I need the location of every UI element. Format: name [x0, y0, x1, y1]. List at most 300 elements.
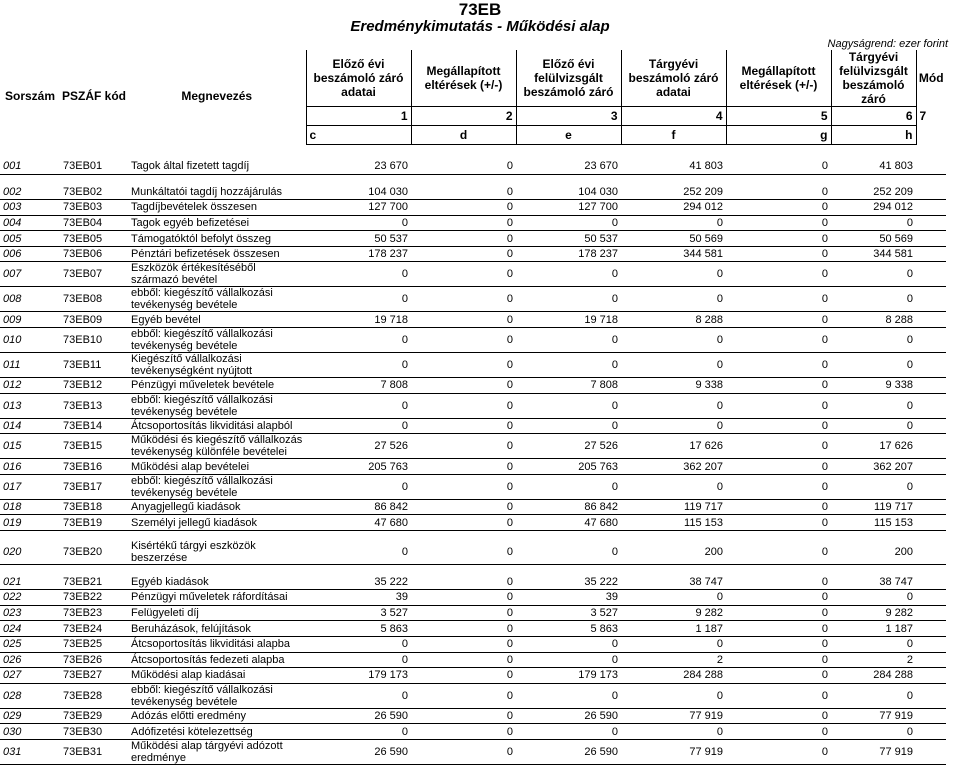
- table-row: [0, 434, 946, 459]
- row-value: 5 863: [516, 621, 621, 637]
- row-value: 0: [726, 328, 831, 353]
- row-value: 0: [516, 474, 621, 499]
- row-value: 0: [726, 708, 831, 724]
- row-code: 73EB22: [60, 590, 128, 606]
- table-row: [0, 515, 946, 531]
- row-name: Működési és kiegészítő vállalkozás tevékenység különféle bevételei: [128, 434, 306, 459]
- table-row: [0, 200, 946, 216]
- row-value: 0: [306, 215, 411, 231]
- row-value: 0: [516, 724, 621, 740]
- row-value: 0: [411, 499, 516, 515]
- col-letter: e: [516, 125, 621, 144]
- row-value: 200: [621, 540, 726, 565]
- row-value: 0: [411, 200, 516, 216]
- row-value: 0: [411, 474, 516, 499]
- row-value: 0: [411, 724, 516, 740]
- row-value: 0: [516, 353, 621, 378]
- row-name: Pénzügyi műveletek ráfordításai: [128, 590, 306, 606]
- row-number: 011: [0, 353, 60, 378]
- row-value: 0: [831, 474, 916, 499]
- row-name: Működési alap kiadásai: [128, 668, 306, 684]
- row-name: ebből: kiegészítő vállalkozási tevékenység bevétele: [128, 393, 306, 418]
- row-value: 35 222: [516, 574, 621, 590]
- row-value: 362 207: [621, 459, 726, 475]
- row-value: 0: [306, 418, 411, 434]
- row-value: 0: [726, 739, 831, 764]
- row-mod: [916, 605, 946, 621]
- row-value: 0: [411, 328, 516, 353]
- row-value: 0: [411, 246, 516, 262]
- row-name: Tagok által fizetett tagdíj: [128, 159, 306, 175]
- row-value: 5 863: [306, 621, 411, 637]
- row-value: 0: [516, 540, 621, 565]
- row-number: 026: [0, 652, 60, 668]
- row-code: 73EB04: [60, 215, 128, 231]
- col-letter: c: [306, 125, 411, 144]
- row-code: 73EB07: [60, 262, 128, 287]
- row-mod: [916, 328, 946, 353]
- row-number: 024: [0, 621, 60, 637]
- row-value: 0: [726, 231, 831, 247]
- row-number: 013: [0, 393, 60, 418]
- row-code: 73EB02: [60, 184, 128, 200]
- row-value: 0: [411, 683, 516, 708]
- row-code: 73EB12: [60, 378, 128, 394]
- row-mod: [916, 262, 946, 287]
- row-name: Kisértékű tárgyi eszközök beszerzése: [128, 540, 306, 565]
- row-value: 0: [306, 652, 411, 668]
- col-header-pszaf: PSZÁF kód: [62, 89, 127, 103]
- row-value: 0: [306, 540, 411, 565]
- table-row: [0, 636, 946, 652]
- row-value: 344 581: [831, 246, 916, 262]
- row-value: 0: [831, 418, 916, 434]
- row-mod: [916, 668, 946, 684]
- row-value: 0: [621, 474, 726, 499]
- row-number: 014: [0, 418, 60, 434]
- row-value: 0: [831, 636, 916, 652]
- row-name: Eszközök értékesítéséből származó bevétel: [128, 262, 306, 287]
- row-code: 73EB03: [60, 200, 128, 216]
- table-row: [0, 246, 946, 262]
- row-number: 010: [0, 328, 60, 353]
- row-value: 200: [831, 540, 916, 565]
- row-number: 016: [0, 459, 60, 475]
- row-value: 0: [831, 590, 916, 606]
- row-code: 73EB17: [60, 474, 128, 499]
- row-code: 73EB16: [60, 459, 128, 475]
- row-name: Anyagjellegű kiadások: [128, 499, 306, 515]
- row-value: 35 222: [306, 574, 411, 590]
- row-value: 0: [726, 246, 831, 262]
- col-header-c2: Megállapított eltérések (+/-): [411, 50, 516, 106]
- row-value: 0: [306, 636, 411, 652]
- row-mod: [916, 159, 946, 175]
- row-mod: [916, 200, 946, 216]
- row-value: 0: [516, 215, 621, 231]
- table-row: [0, 262, 946, 287]
- row-number: 022: [0, 590, 60, 606]
- table-row: [0, 378, 946, 394]
- row-value: 0: [726, 621, 831, 637]
- row-value: 0: [306, 683, 411, 708]
- table-row: [0, 605, 946, 621]
- row-value: 0: [411, 215, 516, 231]
- row-value: 9 282: [621, 605, 726, 621]
- row-mod: [916, 215, 946, 231]
- table-row: [0, 574, 946, 590]
- row-value: 0: [306, 474, 411, 499]
- row-value: 26 590: [516, 708, 621, 724]
- row-value: 50 569: [621, 231, 726, 247]
- row-value: 0: [831, 287, 916, 312]
- row-value: 0: [831, 262, 916, 287]
- row-value: 0: [726, 159, 831, 175]
- row-number: 006: [0, 246, 60, 262]
- col-letter: d: [411, 125, 516, 144]
- row-value: 115 153: [621, 515, 726, 531]
- row-value: 0: [726, 393, 831, 418]
- row-name: Átcsoportosítás likviditási alapba: [128, 636, 306, 652]
- table-row: [0, 393, 946, 418]
- row-value: 0: [726, 418, 831, 434]
- income-statement-table: [0, 50, 946, 765]
- row-value: 344 581: [621, 246, 726, 262]
- row-code: 73EB06: [60, 246, 128, 262]
- row-value: 0: [726, 434, 831, 459]
- row-code: 73EB21: [60, 574, 128, 590]
- row-value: 0: [306, 287, 411, 312]
- row-value: 0: [726, 184, 831, 200]
- row-value: 41 803: [621, 159, 726, 175]
- row-value: 0: [411, 652, 516, 668]
- row-mod: [916, 393, 946, 418]
- row-number: 020: [0, 540, 60, 565]
- table-row: [0, 353, 946, 378]
- row-code: 73EB31: [60, 739, 128, 764]
- row-mod: [916, 499, 946, 515]
- row-value: 0: [411, 393, 516, 418]
- row-number: 021: [0, 574, 60, 590]
- row-value: 38 747: [831, 574, 916, 590]
- row-mod: [916, 724, 946, 740]
- table-row: [0, 312, 946, 328]
- row-value: 2: [621, 652, 726, 668]
- row-value: 0: [306, 262, 411, 287]
- row-value: 0: [306, 724, 411, 740]
- row-value: 0: [726, 724, 831, 740]
- row-value: 0: [831, 724, 916, 740]
- row-code: 73EB29: [60, 708, 128, 724]
- row-value: 38 747: [621, 574, 726, 590]
- row-value: 0: [411, 378, 516, 394]
- row-name: Tagdíjbevételek összesen: [128, 200, 306, 216]
- row-value: 119 717: [621, 499, 726, 515]
- row-value: 77 919: [621, 708, 726, 724]
- row-mod: [916, 418, 946, 434]
- row-value: 284 288: [621, 668, 726, 684]
- row-number: 029: [0, 708, 60, 724]
- row-value: 0: [411, 312, 516, 328]
- row-value: 0: [411, 418, 516, 434]
- row-mod: [916, 231, 946, 247]
- row-number: 023: [0, 605, 60, 621]
- row-value: 27 526: [516, 434, 621, 459]
- row-value: 0: [411, 605, 516, 621]
- unit-note: Nagyságrend: ezer forint: [827, 38, 948, 50]
- row-name: Beruházások, felújítások: [128, 621, 306, 637]
- table-row: [0, 287, 946, 312]
- row-code: 73EB08: [60, 287, 128, 312]
- row-mod: [916, 683, 946, 708]
- row-value: 0: [411, 708, 516, 724]
- row-number: 001: [0, 159, 60, 175]
- row-value: 0: [516, 683, 621, 708]
- col-header-c6: Tárgyévi felülvizsgált beszámoló záró: [831, 50, 916, 106]
- row-value: 0: [411, 515, 516, 531]
- row-value: 3 527: [516, 605, 621, 621]
- row-value: 0: [726, 262, 831, 287]
- table-row: [0, 540, 946, 565]
- row-value: 0: [726, 215, 831, 231]
- table-row: [0, 474, 946, 499]
- row-value: 362 207: [831, 459, 916, 475]
- row-value: 0: [726, 353, 831, 378]
- row-value: 0: [726, 312, 831, 328]
- col-header-c3: Előző évi felülvizsgált beszámoló záró: [516, 50, 621, 106]
- row-value: 127 700: [306, 200, 411, 216]
- row-value: 0: [831, 393, 916, 418]
- row-name: ebből: kiegészítő vállalkozási tevékenység bevétele: [128, 474, 306, 499]
- row-value: 0: [621, 215, 726, 231]
- col-number: 2: [411, 106, 516, 125]
- col-header-megnevezes: Megnevezés: [181, 89, 253, 103]
- col-header-c4: Tárgyévi beszámoló záró adatai: [621, 50, 726, 106]
- row-value: 0: [516, 262, 621, 287]
- row-value: 205 763: [306, 459, 411, 475]
- row-value: 115 153: [831, 515, 916, 531]
- row-code: 73EB28: [60, 683, 128, 708]
- col-number: 3: [516, 106, 621, 125]
- row-number: 027: [0, 668, 60, 684]
- row-number: 004: [0, 215, 60, 231]
- row-value: 104 030: [306, 184, 411, 200]
- row-code: 73EB10: [60, 328, 128, 353]
- row-value: 77 919: [621, 739, 726, 764]
- table-row: [0, 215, 946, 231]
- row-value: 47 680: [306, 515, 411, 531]
- row-value: 0: [621, 683, 726, 708]
- row-value: 0: [411, 262, 516, 287]
- row-value: 0: [306, 393, 411, 418]
- row-value: 0: [621, 590, 726, 606]
- row-code: 73EB27: [60, 668, 128, 684]
- row-name: Kiegészítő vállalkozási tevékenységként nyújtott: [128, 353, 306, 378]
- row-value: 39: [516, 590, 621, 606]
- row-code: 73EB15: [60, 434, 128, 459]
- table-row: [0, 652, 946, 668]
- row-value: 17 626: [621, 434, 726, 459]
- row-value: 0: [411, 636, 516, 652]
- row-value: 0: [831, 215, 916, 231]
- row-name: Pénztári befizetések összesen: [128, 246, 306, 262]
- row-value: 252 209: [621, 184, 726, 200]
- row-mod: [916, 184, 946, 200]
- row-mod: [916, 515, 946, 531]
- row-value: 86 842: [306, 499, 411, 515]
- row-number: 007: [0, 262, 60, 287]
- row-value: 86 842: [516, 499, 621, 515]
- row-value: 0: [726, 574, 831, 590]
- row-value: 1 187: [831, 621, 916, 637]
- row-value: 0: [726, 668, 831, 684]
- col-number: 4: [621, 106, 726, 125]
- row-value: 47 680: [516, 515, 621, 531]
- row-value: 0: [726, 590, 831, 606]
- col-letter: h: [831, 125, 916, 144]
- row-value: 0: [411, 231, 516, 247]
- row-number: 015: [0, 434, 60, 459]
- page-title: 73EB: [458, 0, 502, 19]
- row-value: 2: [831, 652, 916, 668]
- row-value: 0: [516, 652, 621, 668]
- row-value: 252 209: [831, 184, 916, 200]
- row-value: 0: [726, 636, 831, 652]
- row-mod: [916, 621, 946, 637]
- table-row: [0, 159, 946, 175]
- row-name: Egyéb bevétel: [128, 312, 306, 328]
- row-value: 0: [516, 287, 621, 312]
- row-value: 0: [411, 159, 516, 175]
- row-value: 7 808: [306, 378, 411, 394]
- row-value: 0: [411, 621, 516, 637]
- row-value: 0: [726, 540, 831, 565]
- row-value: 294 012: [621, 200, 726, 216]
- col-letter: f: [621, 125, 726, 144]
- row-number: 009: [0, 312, 60, 328]
- row-value: 0: [726, 287, 831, 312]
- row-value: 178 237: [306, 246, 411, 262]
- page-subtitle: Eredménykimutatás - Működési alap: [350, 18, 610, 35]
- table-row: [0, 708, 946, 724]
- row-code: 73EB11: [60, 353, 128, 378]
- row-number: 002: [0, 184, 60, 200]
- row-value: 0: [306, 328, 411, 353]
- col-header-mod: Mód: [918, 71, 944, 85]
- row-value: 0: [516, 393, 621, 418]
- row-value: 0: [831, 353, 916, 378]
- table-row: [0, 459, 946, 475]
- row-value: 0: [411, 574, 516, 590]
- row-mod: [916, 574, 946, 590]
- row-value: 0: [621, 724, 726, 740]
- row-number: 025: [0, 636, 60, 652]
- row-value: 0: [306, 353, 411, 378]
- row-value: 26 590: [306, 708, 411, 724]
- row-value: 0: [621, 393, 726, 418]
- row-mod: [916, 739, 946, 764]
- row-value: 0: [411, 184, 516, 200]
- row-value: 9 282: [831, 605, 916, 621]
- row-value: 294 012: [831, 200, 916, 216]
- row-value: 77 919: [831, 708, 916, 724]
- row-value: 39: [306, 590, 411, 606]
- row-mod: [916, 540, 946, 565]
- row-number: 019: [0, 515, 60, 531]
- row-mod: [916, 636, 946, 652]
- table-row: [0, 621, 946, 637]
- col-number: 6: [831, 106, 916, 125]
- col-number: 1: [306, 106, 411, 125]
- row-value: 8 288: [831, 312, 916, 328]
- row-name: ebből: kiegészítő vállalkozási tevékenység bevétele: [128, 287, 306, 312]
- row-value: 9 338: [621, 378, 726, 394]
- row-value: 0: [621, 636, 726, 652]
- row-code: 73EB20: [60, 540, 128, 565]
- row-name: Átcsoportosítás fedezeti alapba: [128, 652, 306, 668]
- row-value: 0: [726, 474, 831, 499]
- row-mod: [916, 246, 946, 262]
- row-number: 008: [0, 287, 60, 312]
- row-value: 0: [411, 739, 516, 764]
- row-value: 0: [621, 328, 726, 353]
- row-value: 179 173: [516, 668, 621, 684]
- row-value: 26 590: [306, 739, 411, 764]
- row-name: Működési alap bevételei: [128, 459, 306, 475]
- row-value: 0: [411, 287, 516, 312]
- col-header-c1: Előző évi beszámoló záró adatai: [306, 50, 411, 106]
- table-row: [0, 499, 946, 515]
- row-value: 19 718: [516, 312, 621, 328]
- row-value: 0: [621, 262, 726, 287]
- row-value: 3 527: [306, 605, 411, 621]
- row-value: 23 670: [516, 159, 621, 175]
- row-name: Működési alap tárgyévi adózott eredménye: [128, 739, 306, 764]
- row-value: 0: [411, 540, 516, 565]
- row-number: 031: [0, 739, 60, 764]
- row-value: 0: [411, 590, 516, 606]
- row-value: 0: [726, 459, 831, 475]
- row-mod: [916, 590, 946, 606]
- row-mod: [916, 287, 946, 312]
- row-code: 73EB30: [60, 724, 128, 740]
- row-name: Átcsoportosítás likviditási alapból: [128, 418, 306, 434]
- row-value: 41 803: [831, 159, 916, 175]
- row-value: 0: [726, 515, 831, 531]
- row-value: 50 537: [516, 231, 621, 247]
- row-mod: [916, 378, 946, 394]
- col-number: 7: [919, 108, 927, 123]
- table-row: [0, 418, 946, 434]
- row-value: 0: [411, 668, 516, 684]
- row-value: 9 338: [831, 378, 916, 394]
- row-name: Tagok egyéb befizetései: [128, 215, 306, 231]
- row-name: ebből: kiegészítő vállalkozási tevékenység bevétele: [128, 328, 306, 353]
- col-number: 5: [726, 106, 831, 125]
- row-value: 179 173: [306, 668, 411, 684]
- row-name: Pénzügyi műveletek bevétele: [128, 378, 306, 394]
- row-value: 77 919: [831, 739, 916, 764]
- row-value: 8 288: [621, 312, 726, 328]
- row-code: 73EB18: [60, 499, 128, 515]
- col-letter: g: [726, 125, 831, 144]
- row-value: 0: [726, 378, 831, 394]
- row-name: Adózás előtti eredmény: [128, 708, 306, 724]
- row-code: 73EB19: [60, 515, 128, 531]
- row-code: 73EB25: [60, 636, 128, 652]
- row-value: 27 526: [306, 434, 411, 459]
- row-mod: [916, 459, 946, 475]
